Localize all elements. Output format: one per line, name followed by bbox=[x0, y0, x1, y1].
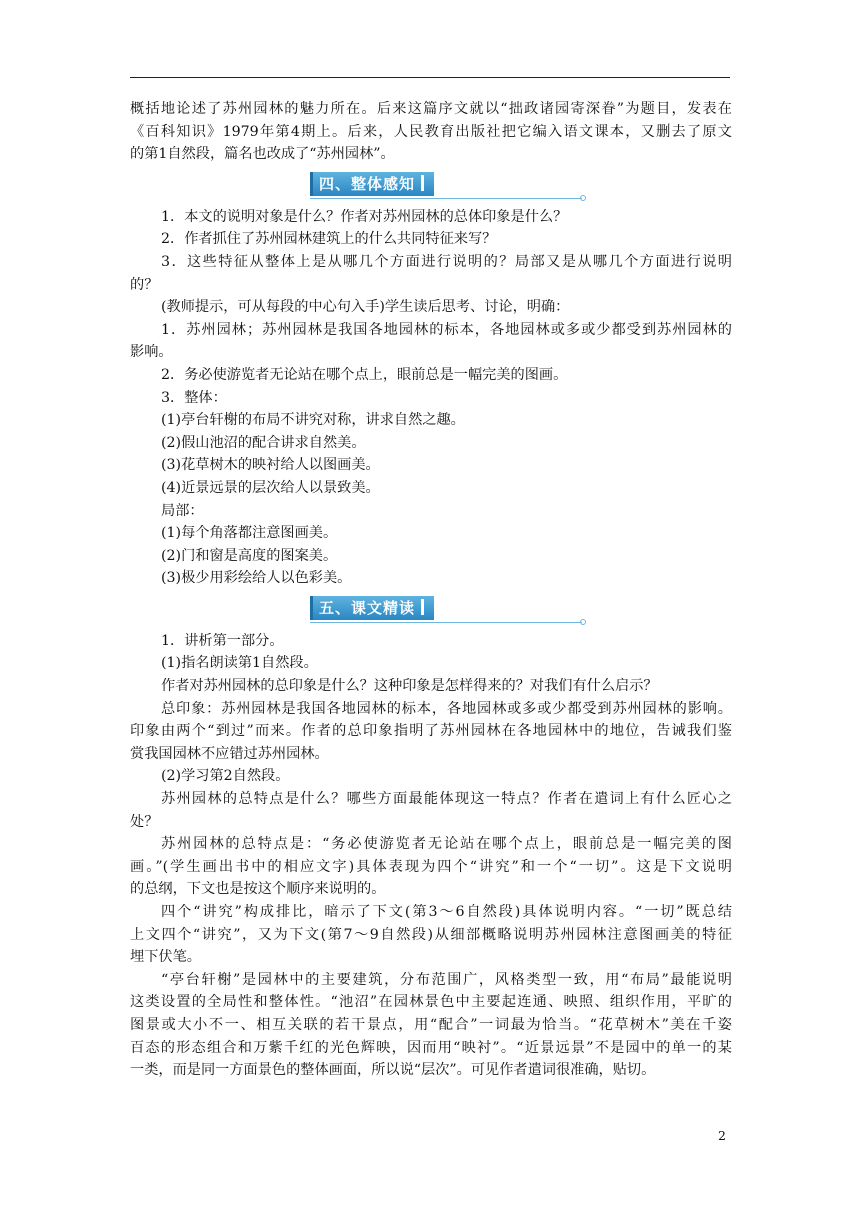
list-item: (3)花草树木的映衬给人以图画美。 bbox=[161, 457, 380, 474]
section-heading-5 bbox=[130, 594, 732, 624]
paragraph-cont: 印象由两个“到过”而来。作者的总印象指明了苏州园林在各地园林中的地位，告诫我们鉴 bbox=[130, 723, 732, 740]
paragraph-cont: 百态的形态组合和万紫千红的光色辉映，因而用“映衬”。“近景远景”不是园中的单一的某 bbox=[130, 1039, 732, 1056]
paragraph: 四个“讲究”构成排比，暗示了下文(第3～6自然段)具体说明内容。“一切”既总结 bbox=[161, 904, 732, 920]
answer: 3．整体： bbox=[161, 389, 227, 406]
paragraph-cont: 处？ bbox=[130, 813, 159, 830]
paragraph-cont: 这类设置的全局性和整体性。“池沼”在园林景色中主要起连通、映照、组织作用，平旷的 bbox=[130, 994, 732, 1011]
list-item: (2)假山池沼的配合讲求自然美。 bbox=[161, 434, 366, 451]
paragraph: 苏州园林的总特点是：“务必使游览者无论站在哪个点上，眼前总是一幅完美的图 bbox=[161, 836, 732, 853]
paragraph: 作者对苏州园林的总印象是什么？这种印象是怎样得来的？对我们有什么启示？ bbox=[161, 678, 658, 695]
document-body bbox=[130, 98, 732, 1082]
question: 1．本文的说明对象是什么？作者对苏州园林的总体印象是什么？ bbox=[161, 208, 568, 225]
intro-line: 《百科知识》1979年第4期上。后来，人民教育出版社把它编入语文课本，又删去了原文 bbox=[130, 123, 732, 140]
paragraph-cont: 埋下伏笔。 bbox=[130, 949, 201, 966]
intro-line: 的第1自然段，篇名也改成了“苏州园林”。 bbox=[130, 146, 395, 163]
heading-dot-icon bbox=[580, 195, 586, 201]
list-item: (3)极少用彩绘给人以色彩美。 bbox=[161, 570, 352, 587]
paragraph: (1)指名朗读第1自然段。 bbox=[161, 655, 318, 672]
paragraph-cont: 图景或大小不一、相互关联的若干景点，用“配合”一词最为恰当。“花草树木”美在千姿 bbox=[130, 1016, 732, 1033]
paragraph: 苏州园林的总特点是什么？哪些方面最能体现这一特点？作者在遣词上有什么匠心之 bbox=[161, 791, 732, 808]
paragraph: 总印象：苏州园林是我国各地园林的标本，各地园林或多或少都受到苏州园林的影响。 bbox=[161, 700, 732, 717]
list-item: (1)每个角落都注意图画美。 bbox=[161, 525, 338, 542]
paragraph: (2)学习第2自然段。 bbox=[161, 768, 290, 785]
section-heading-label: 四、整体感知 bbox=[310, 172, 434, 196]
question-cont: 的？ bbox=[130, 276, 159, 293]
paragraph-cont: 上文四个“讲究”，又为下文(第7～9自然段)从细部概略说明苏州园林注意图画美的特征 bbox=[130, 926, 732, 943]
local-label: 局部： bbox=[161, 502, 204, 519]
paragraph-cont: 一类，而是同一方面景色的整体画面，所以说“层次”。可见作者遣词很准确，贴切。 bbox=[130, 1062, 656, 1079]
teacher-hint: (教师提示，可从每段的中心句入手)学生读后思考、讨论，明确： bbox=[161, 299, 570, 316]
answer-cont: 影响。 bbox=[130, 344, 173, 361]
paragraph-cont: 赏我国园林不应错过苏州园林。 bbox=[130, 745, 329, 762]
heading-dot-icon bbox=[580, 619, 586, 625]
list-item: (1)亭台轩榭的布局不讲究对称，讲求自然之趣。 bbox=[161, 412, 465, 429]
paragraph: 1．讲析第一部分。 bbox=[161, 632, 284, 649]
paragraph-cont: 画。”(学生画出书中的相应文字)具体表现为四个“讲究”和一个“一切”。这是下文说明 bbox=[130, 858, 732, 875]
section-heading-label: 五、课文精读 bbox=[310, 596, 434, 620]
answer: 1．苏州园林；苏州园林是我国各地园林的标本，各地园林或多或少都受到苏州园林的 bbox=[161, 321, 732, 338]
paragraph: “亭台轩榭”是园林中的主要建筑，分布范围广，风格类型一致，用“布局”最能说明 bbox=[161, 971, 732, 988]
page-number: 2 bbox=[718, 1128, 726, 1143]
question: 3．这些特征从整体上是从哪几个方面进行说明的？局部又是从哪几个方面进行说明 bbox=[161, 253, 732, 270]
list-item: (2)门和窗是高度的图案美。 bbox=[161, 547, 338, 564]
paragraph-cont: 的总纲，下文也是按这个顺序来说明的。 bbox=[130, 881, 386, 898]
answer: 2．务必使游览者无论站在哪个点上，眼前总是一幅完美的图画。 bbox=[161, 366, 568, 383]
section-heading-4 bbox=[130, 170, 732, 200]
header-rule bbox=[130, 77, 730, 78]
intro-line: 概括地论述了苏州园林的魅力所在。后来这篇序文就以“拙政诸园寄深眷”为题目，发表在 bbox=[130, 101, 732, 117]
heading-underline bbox=[310, 198, 582, 199]
heading-underline bbox=[310, 622, 582, 623]
list-item: (4)近景远景的层次给人以景致美。 bbox=[161, 479, 380, 496]
question: 2．作者抓住了苏州园林建筑上的什么共同特征来写？ bbox=[161, 231, 497, 248]
